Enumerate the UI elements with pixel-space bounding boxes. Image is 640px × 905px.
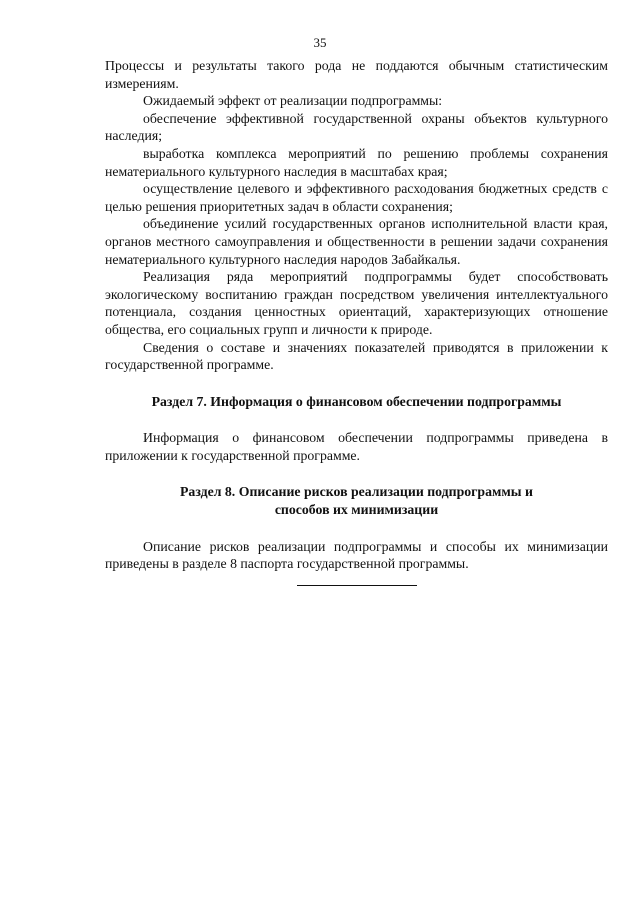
section-8-heading — [105, 483, 608, 518]
paragraph-effect-protection: обеспечение эффективной государственной охраны объектов культурного наследия; — [105, 110, 608, 144]
page-number: 35 — [313, 35, 327, 50]
paragraph-expected-effect: Ожидаемый эффект от реализации подпрограммы: — [143, 93, 443, 109]
document-body — [105, 57, 608, 586]
end-divider — [297, 585, 417, 586]
paragraph-indicators: Сведения о составе и значениях показателей приводятся в приложении к государственной программе. — [105, 339, 608, 373]
paragraph-ecological-education: Реализация ряда мероприятий подпрограммы будет способствовать экологическому воспитанию граждан посредством увеличения интеллектуального потенциала, создания ценностных ориентаций, характеризующих отношение общества, его социальных групп и личности к природе. — [105, 269, 608, 337]
section-8-heading-line-1: Раздел 8. Описание рисков реализации подпрограммы и — [180, 484, 533, 500]
section-8-heading-line-2: способов их минимизации — [274, 502, 439, 518]
paragraph-effect-cooperation: объединение усилий государственных органов исполнительной власти края, органов местного самоуправления и общественности в решении задачи сохранения нематериального культурного наследия народов Забайкалья. — [105, 216, 608, 267]
paragraph-effect-measures: выработка комплекса мероприятий по решению проблемы сохранения нематериального культурного наследия в масштабах края; — [105, 145, 608, 179]
paragraph-statistics: Процессы и результаты такого рода не поддаются обычным статистическим измерениям. — [105, 58, 608, 91]
paragraph-effect-budget: осуществление целевого и эффективного расходования бюджетных средств с целью решения приоритетных задач в области сохранения; — [105, 181, 608, 214]
section-8-text: Описание рисков реализации подпрограммы и способы их минимизации приведены в разделе 8 паспорта государственной программы. — [105, 538, 608, 572]
section-7-text: Информация о финансовом обеспечении подпрограммы приведена в приложении к государственной программе. — [105, 430, 608, 463]
section-7-heading: Раздел 7. Информация о финансовом обеспечении подпрограммы — [151, 393, 562, 409]
